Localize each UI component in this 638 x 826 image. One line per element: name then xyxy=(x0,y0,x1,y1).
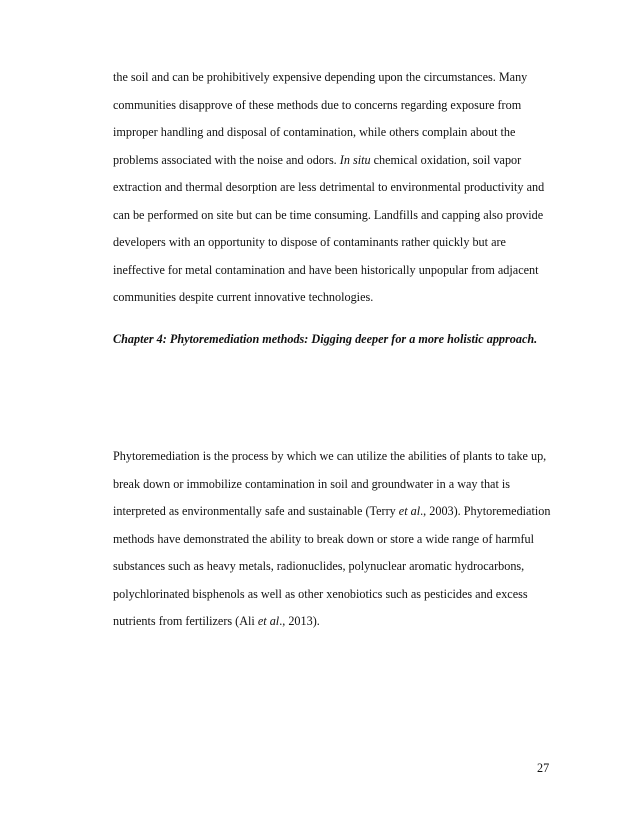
line-text: ., 2013). xyxy=(279,614,320,628)
paragraph-line xyxy=(113,147,573,175)
line-text: ., 2003). Phytoremediation xyxy=(420,504,551,518)
italic-term: et al xyxy=(257,614,280,628)
line-text: problems associated with the noise and odors. xyxy=(113,152,340,167)
line-text: interpreted as environmentally safe and sustainable (Terry xyxy=(113,504,399,518)
chapter-heading: Chapter 4: Phytoremediation methods: Digging deeper for a more holistic approach. xyxy=(113,332,538,346)
paragraph-line: improper handling and disposal of contamination, while others complain about the xyxy=(113,125,516,139)
paragraph-line: methods have demonstrated the ability to break down or store a wide range of harmful xyxy=(113,531,535,546)
paragraph-line: substances such as heavy metals, radionuclides, polynuclear aromatic hydrocarbons, xyxy=(113,559,525,573)
paragraph-line: communities disapprove of these methods due to concerns regarding exposure from xyxy=(113,97,522,112)
paragraph-line: break down or immobilize contamination in soil and groundwater in a way that is xyxy=(113,476,511,491)
paragraph-line: communities despite current innovative technologies. xyxy=(113,290,374,304)
body-paragraph-2 xyxy=(113,443,573,636)
paragraph-line: developers with an opportunity to dispose of contaminants rather quickly but are xyxy=(113,235,506,249)
paragraph-line: polychlorinated bisphenols as well as other xenobiotics such as pesticides and excess xyxy=(113,586,528,601)
paragraph-line xyxy=(113,608,573,636)
paragraph-line: ineffective for metal contamination and have been historically unpopular from adjacent xyxy=(113,262,539,277)
body-paragraph-1 xyxy=(113,64,573,312)
italic-term: et al xyxy=(398,504,421,518)
page-number: 27 xyxy=(537,761,550,775)
paragraph-line: the soil and can be prohibitively expensive depending upon the circumstances. Many xyxy=(113,70,528,84)
paragraph-line: extraction and thermal desorption are less detrimental to environmental productivity and xyxy=(113,180,545,194)
paragraph-line: can be performed on site but can be time consuming. Landfills and capping also provide xyxy=(113,207,544,222)
paragraph-line: Phytoremediation is the process by which we can utilize the abilities of plants to take up, xyxy=(113,449,547,463)
paragraph-line xyxy=(113,498,573,526)
line-text: chemical oxidation, soil vapor xyxy=(370,152,522,167)
line-text: nutrients from fertilizers (Ali xyxy=(113,614,258,628)
italic-term: In situ xyxy=(339,152,371,167)
